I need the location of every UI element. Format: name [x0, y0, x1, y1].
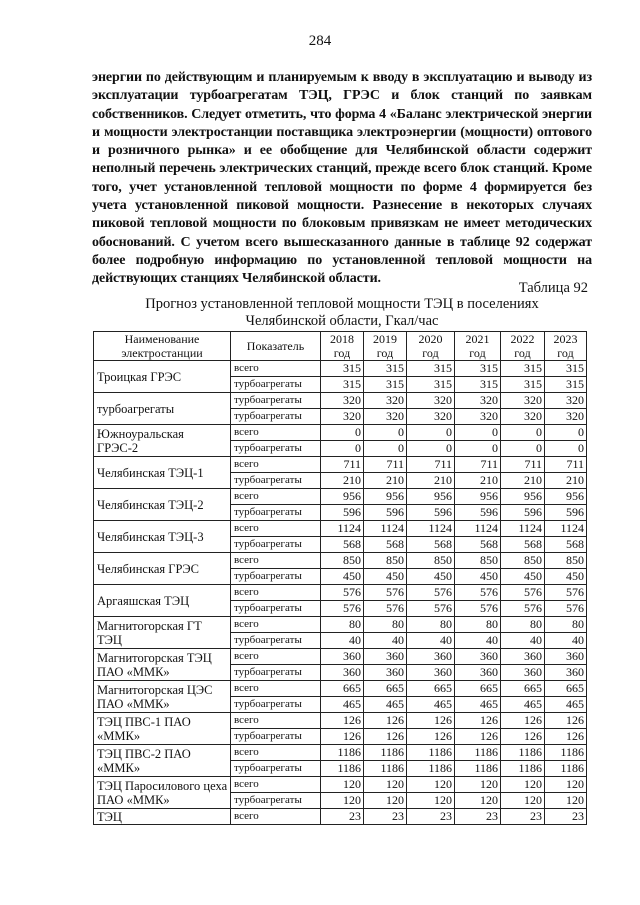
station-name: ТЭЦ Паросилового цеха ПАО «ММК» — [94, 777, 231, 809]
value-cell: 0 — [407, 441, 455, 457]
value-cell: 126 — [321, 713, 364, 729]
station-name: Аргаяшская ТЭЦ — [94, 585, 231, 617]
table-row — [94, 457, 587, 473]
value-cell: 956 — [364, 489, 407, 505]
page-number: 284 — [308, 33, 332, 49]
value-cell: 665 — [455, 681, 501, 697]
value-cell: 1124 — [321, 521, 364, 537]
value-cell: 23 — [407, 809, 455, 825]
header-indicator: Показатель — [231, 332, 321, 361]
value-cell: 320 — [321, 409, 364, 425]
indicator-cell: турбоагрегаты — [231, 793, 321, 809]
value-cell: 568 — [455, 537, 501, 553]
value-cell: 568 — [501, 537, 545, 553]
value-cell: 360 — [545, 649, 587, 665]
value-cell: 360 — [364, 665, 407, 681]
value-cell: 23 — [455, 809, 501, 825]
indicator-cell: всего — [231, 649, 321, 665]
table-row — [94, 681, 587, 697]
value-cell: 665 — [545, 681, 587, 697]
value-cell: 711 — [455, 457, 501, 473]
indicator-cell: всего — [231, 521, 321, 537]
value-cell: 1186 — [501, 745, 545, 761]
table-row — [94, 489, 587, 505]
table-row — [94, 553, 587, 569]
value-cell: 120 — [455, 777, 501, 793]
station-name: Челябинская ТЭЦ-3 — [94, 521, 231, 553]
station-name: Магнитогорская ГТ ТЭЦ — [94, 617, 231, 649]
value-cell: 956 — [321, 489, 364, 505]
table-row — [94, 521, 587, 537]
value-cell: 126 — [321, 729, 364, 745]
value-cell: 360 — [321, 665, 364, 681]
value-cell: 320 — [364, 393, 407, 409]
table-row — [94, 361, 587, 377]
table-row — [94, 713, 587, 729]
value-cell: 315 — [364, 361, 407, 377]
value-cell: 320 — [321, 393, 364, 409]
value-cell: 1124 — [364, 521, 407, 537]
header-station-name: Наименование электростанции — [94, 332, 231, 361]
value-cell: 315 — [545, 361, 587, 377]
value-cell: 40 — [545, 633, 587, 649]
value-cell: 465 — [407, 697, 455, 713]
value-cell: 0 — [501, 425, 545, 441]
value-cell: 320 — [545, 393, 587, 409]
table-row — [94, 809, 587, 825]
value-cell: 850 — [501, 553, 545, 569]
value-cell: 315 — [501, 377, 545, 393]
value-cell: 596 — [364, 505, 407, 521]
value-cell: 126 — [407, 729, 455, 745]
indicator-cell: всего — [231, 425, 321, 441]
value-cell: 576 — [545, 601, 587, 617]
value-cell: 576 — [364, 585, 407, 601]
indicator-cell: турбоагрегаты — [231, 505, 321, 521]
value-cell: 596 — [455, 505, 501, 521]
value-cell: 360 — [545, 665, 587, 681]
value-cell: 40 — [321, 633, 364, 649]
value-cell: 360 — [455, 649, 501, 665]
value-cell: 80 — [407, 617, 455, 633]
station-name: Челябинская ТЭЦ-1 — [94, 457, 231, 489]
table-title-line2: Челябинской области, Гкал/час — [245, 313, 439, 329]
value-cell: 315 — [455, 361, 501, 377]
table-row — [94, 393, 587, 409]
value-cell: 210 — [501, 473, 545, 489]
value-cell: 665 — [321, 681, 364, 697]
value-cell: 576 — [364, 601, 407, 617]
indicator-cell: всего — [231, 745, 321, 761]
value-cell: 665 — [407, 681, 455, 697]
value-cell: 320 — [545, 409, 587, 425]
indicator-cell: всего — [231, 777, 321, 793]
value-cell: 210 — [545, 473, 587, 489]
value-cell: 665 — [501, 681, 545, 697]
indicator-cell: всего — [231, 809, 321, 825]
value-cell: 450 — [501, 569, 545, 585]
indicator-cell: турбоагрегаты — [231, 441, 321, 457]
value-cell: 711 — [545, 457, 587, 473]
value-cell: 0 — [545, 425, 587, 441]
value-cell: 1186 — [407, 745, 455, 761]
value-cell: 850 — [407, 553, 455, 569]
value-cell: 360 — [321, 649, 364, 665]
value-cell: 126 — [364, 729, 407, 745]
table-label: Таблица 92 — [518, 280, 588, 296]
value-cell: 956 — [455, 489, 501, 505]
value-cell: 120 — [545, 777, 587, 793]
value-cell: 23 — [364, 809, 407, 825]
value-cell: 568 — [407, 537, 455, 553]
value-cell: 40 — [455, 633, 501, 649]
value-cell: 1124 — [545, 521, 587, 537]
value-cell: 120 — [407, 793, 455, 809]
value-cell: 0 — [545, 441, 587, 457]
station-name: Южноуральская ГРЭС-2 — [94, 425, 231, 457]
indicator-cell: всего — [231, 681, 321, 697]
value-cell: 1124 — [455, 521, 501, 537]
value-cell: 80 — [501, 617, 545, 633]
value-cell: 320 — [455, 409, 501, 425]
value-cell: 465 — [545, 697, 587, 713]
value-cell: 126 — [545, 713, 587, 729]
value-cell: 80 — [364, 617, 407, 633]
value-cell: 850 — [321, 553, 364, 569]
header-year: 2022 год — [501, 332, 545, 361]
value-cell: 1186 — [364, 761, 407, 777]
value-cell: 465 — [321, 697, 364, 713]
value-cell: 465 — [455, 697, 501, 713]
value-cell: 568 — [321, 537, 364, 553]
indicator-cell: всего — [231, 553, 321, 569]
value-cell: 315 — [364, 377, 407, 393]
value-cell: 1186 — [501, 761, 545, 777]
table-header-row — [94, 332, 587, 361]
value-cell: 126 — [455, 729, 501, 745]
value-cell: 1186 — [364, 745, 407, 761]
value-cell: 1124 — [501, 521, 545, 537]
indicator-cell: турбоагрегаты — [231, 409, 321, 425]
station-name: ТЭЦ ПВС-1 ПАО «ММК» — [94, 713, 231, 745]
header-year: 2018 год — [321, 332, 364, 361]
value-cell: 210 — [455, 473, 501, 489]
value-cell: 0 — [501, 441, 545, 457]
station-name: Магнитогорская ЦЭС ПАО «ММК» — [94, 681, 231, 713]
table-row — [94, 745, 587, 761]
value-cell: 711 — [501, 457, 545, 473]
indicator-cell: турбоагрегаты — [231, 633, 321, 649]
indicator-cell: турбоагрегаты — [231, 761, 321, 777]
value-cell: 450 — [407, 569, 455, 585]
table-row — [94, 425, 587, 441]
value-cell: 1186 — [455, 761, 501, 777]
value-cell: 126 — [455, 713, 501, 729]
value-cell: 320 — [364, 409, 407, 425]
value-cell: 23 — [545, 809, 587, 825]
indicator-cell: всего — [231, 617, 321, 633]
value-cell: 120 — [455, 793, 501, 809]
indicator-cell: всего — [231, 713, 321, 729]
value-cell: 576 — [321, 601, 364, 617]
value-cell: 576 — [455, 601, 501, 617]
table-title-line1: Прогноз установленной тепловой мощности ТЭЦ в поселениях — [145, 296, 539, 312]
value-cell: 450 — [545, 569, 587, 585]
value-cell: 1186 — [545, 761, 587, 777]
indicator-cell: всего — [231, 489, 321, 505]
value-cell: 126 — [364, 713, 407, 729]
indicator-cell: всего — [231, 361, 321, 377]
indicator-cell: всего — [231, 457, 321, 473]
value-cell: 360 — [455, 665, 501, 681]
value-cell: 1186 — [455, 745, 501, 761]
station-name: Троицкая ГРЭС — [94, 361, 231, 393]
value-cell: 0 — [407, 425, 455, 441]
value-cell: 120 — [364, 793, 407, 809]
indicator-cell: турбоагрегаты — [231, 569, 321, 585]
header-year: 2019 год — [364, 332, 407, 361]
value-cell: 596 — [501, 505, 545, 521]
value-cell: 1186 — [407, 761, 455, 777]
value-cell: 576 — [455, 585, 501, 601]
value-cell: 40 — [501, 633, 545, 649]
value-cell: 1186 — [321, 745, 364, 761]
value-cell: 320 — [455, 393, 501, 409]
indicator-cell: турбоагрегаты — [231, 377, 321, 393]
value-cell: 320 — [501, 393, 545, 409]
value-cell: 360 — [364, 649, 407, 665]
value-cell: 23 — [321, 809, 364, 825]
value-cell: 210 — [407, 473, 455, 489]
value-cell: 120 — [501, 793, 545, 809]
value-cell: 315 — [545, 377, 587, 393]
value-cell: 120 — [321, 793, 364, 809]
table-row — [94, 649, 587, 665]
value-cell: 0 — [364, 425, 407, 441]
table-body — [94, 361, 587, 825]
value-cell: 450 — [321, 569, 364, 585]
indicator-cell: всего — [231, 585, 321, 601]
value-cell: 80 — [321, 617, 364, 633]
indicator-cell: турбоагрегаты — [231, 601, 321, 617]
value-cell: 711 — [407, 457, 455, 473]
value-cell: 315 — [321, 361, 364, 377]
value-cell: 315 — [407, 361, 455, 377]
header-year: 2020 год — [407, 332, 455, 361]
value-cell: 576 — [545, 585, 587, 601]
indicator-cell: турбоагрегаты — [231, 697, 321, 713]
value-cell: 850 — [364, 553, 407, 569]
value-cell: 80 — [545, 617, 587, 633]
table-row — [94, 585, 587, 601]
value-cell: 40 — [364, 633, 407, 649]
value-cell: 568 — [545, 537, 587, 553]
value-cell: 1186 — [321, 761, 364, 777]
value-cell: 360 — [501, 649, 545, 665]
value-cell: 1124 — [407, 521, 455, 537]
station-name: турбоагрегаты — [94, 393, 231, 425]
value-cell: 450 — [455, 569, 501, 585]
value-cell: 956 — [501, 489, 545, 505]
value-cell: 465 — [364, 697, 407, 713]
indicator-cell: турбоагрегаты — [231, 473, 321, 489]
value-cell: 596 — [407, 505, 455, 521]
value-cell: 126 — [545, 729, 587, 745]
value-cell: 360 — [407, 665, 455, 681]
header-year: 2021 год — [455, 332, 501, 361]
value-cell: 1186 — [545, 745, 587, 761]
value-cell: 665 — [364, 681, 407, 697]
value-cell: 23 — [501, 809, 545, 825]
value-cell: 596 — [545, 505, 587, 521]
value-cell: 315 — [455, 377, 501, 393]
value-cell: 0 — [321, 425, 364, 441]
value-cell: 576 — [501, 601, 545, 617]
value-cell: 711 — [321, 457, 364, 473]
table-row — [94, 777, 587, 793]
value-cell: 360 — [501, 665, 545, 681]
value-cell: 120 — [545, 793, 587, 809]
indicator-cell: турбоагрегаты — [231, 393, 321, 409]
value-cell: 360 — [407, 649, 455, 665]
value-cell: 596 — [321, 505, 364, 521]
value-cell: 210 — [364, 473, 407, 489]
value-cell: 465 — [501, 697, 545, 713]
value-cell: 576 — [407, 585, 455, 601]
indicator-cell: турбоагрегаты — [231, 729, 321, 745]
value-cell: 120 — [501, 777, 545, 793]
indicator-cell: турбоагрегаты — [231, 537, 321, 553]
value-cell: 956 — [545, 489, 587, 505]
value-cell: 126 — [501, 729, 545, 745]
value-cell: 315 — [407, 377, 455, 393]
value-cell: 576 — [501, 585, 545, 601]
table-title — [92, 296, 592, 330]
value-cell: 120 — [364, 777, 407, 793]
value-cell: 80 — [455, 617, 501, 633]
value-cell: 450 — [364, 569, 407, 585]
value-cell: 126 — [501, 713, 545, 729]
value-cell: 576 — [407, 601, 455, 617]
station-name: Челябинская ТЭЦ-2 — [94, 489, 231, 521]
station-name: Магнитогорская ТЭЦ ПАО «ММК» — [94, 649, 231, 681]
value-cell: 126 — [407, 713, 455, 729]
body-paragraph: энергии по действующим и планируемым к вводу в эксплуатацию и выводу из эксплуатации турбоагрегатам ТЭЦ, ГРЭС и блок станций по заявкам собственников. Следует отметить, что форма 4 «Баланс электрической энергии и мощности электростанции поставщика электроэнергии (мощности) оптового и розничного рынка» и ее обобщение для Челябинской области содержит неполный перечень электрических станций, прежде всего блок станций. Кроме того, учет установленной тепловой мощности по форме 4 формируется без учета установленной пиковой мощности. Разнесение в некоторых случаях пиковой тепловой мощности по блоковым привязкам не имеет методических обоснований. С учетом всего вышесказанного данные в таблице 92 содержат более подробную информацию по установленной тепловой мощности на действующих станциях Челябинской области. — [92, 70, 592, 287]
value-cell: 850 — [545, 553, 587, 569]
indicator-cell: турбоагрегаты — [231, 665, 321, 681]
value-cell: 120 — [321, 777, 364, 793]
value-cell: 0 — [321, 441, 364, 457]
value-cell: 320 — [407, 409, 455, 425]
value-cell: 40 — [407, 633, 455, 649]
value-cell: 711 — [364, 457, 407, 473]
value-cell: 320 — [501, 409, 545, 425]
value-cell: 120 — [407, 777, 455, 793]
table-row — [94, 617, 587, 633]
value-cell: 0 — [364, 441, 407, 457]
value-cell: 568 — [364, 537, 407, 553]
value-cell: 956 — [407, 489, 455, 505]
forecast-table — [93, 331, 587, 825]
value-cell: 315 — [501, 361, 545, 377]
station-name: Челябинская ГРЭС — [94, 553, 231, 585]
value-cell: 0 — [455, 441, 501, 457]
value-cell: 315 — [321, 377, 364, 393]
value-cell: 0 — [455, 425, 501, 441]
value-cell: 850 — [455, 553, 501, 569]
value-cell: 576 — [321, 585, 364, 601]
station-name: ТЭЦ — [94, 809, 231, 825]
value-cell: 210 — [321, 473, 364, 489]
value-cell: 320 — [407, 393, 455, 409]
header-year: 2023 год — [545, 332, 587, 361]
station-name: ТЭЦ ПВС-2 ПАО «ММК» — [94, 745, 231, 777]
